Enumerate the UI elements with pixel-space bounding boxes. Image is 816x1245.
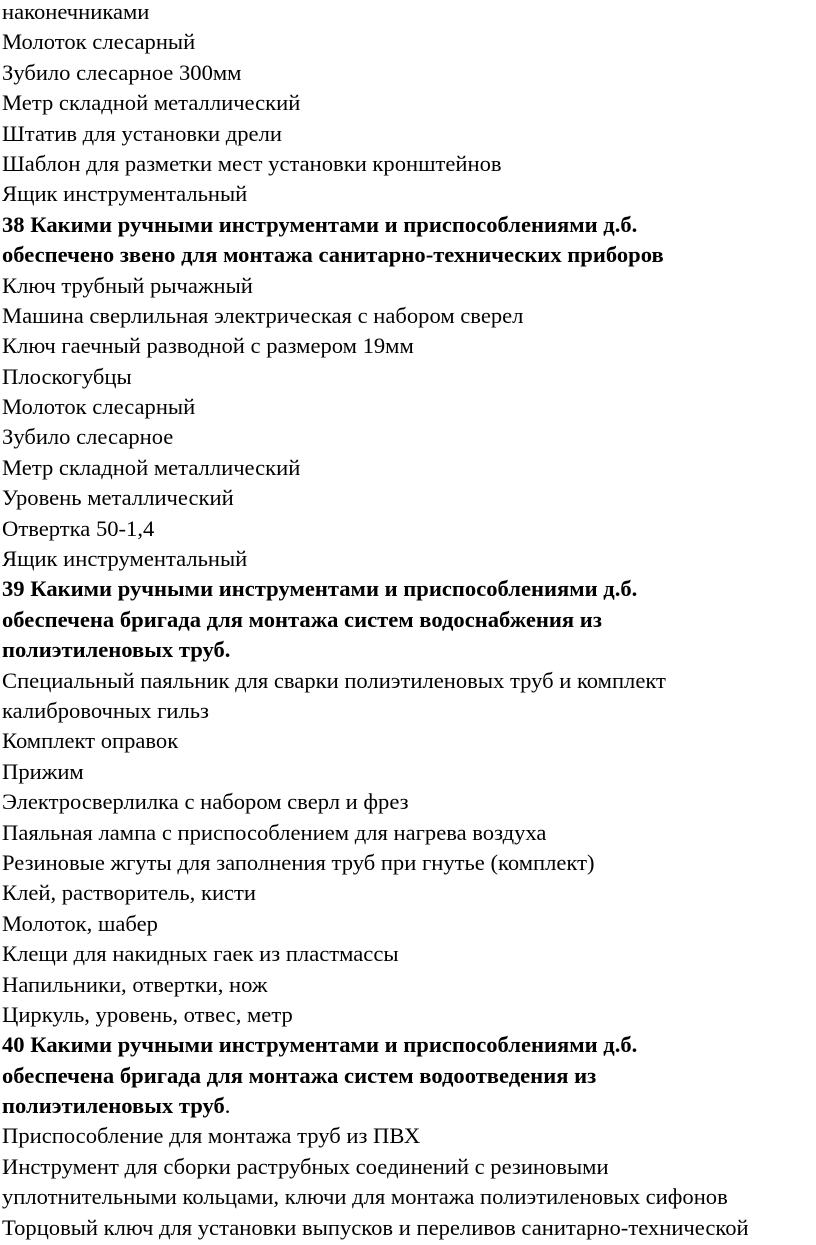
list-item: Шаблон для разметки мест установки кронштейнов bbox=[2, 150, 502, 176]
list-item: Молоток, шабер bbox=[2, 910, 158, 936]
list-item: Молоток слесарный bbox=[2, 394, 196, 420]
list-item: Инструмент для сборки раструбных соединений с резиновыми bbox=[2, 1153, 609, 1179]
list-item: калибровочных гильз bbox=[2, 697, 209, 723]
question-heading: 38 Какими ручными инструментами и приспособлениями д.б. bbox=[2, 211, 638, 237]
list-item: Ключ гаечный разводной с размером 19мм bbox=[2, 333, 414, 359]
list-item: Машина сверлильная электрическая с набором сверел bbox=[2, 302, 524, 328]
list-item: Напильники, отвертки, нож bbox=[2, 971, 268, 997]
list-item: Прижим bbox=[2, 758, 84, 784]
list-item: Зубило слесарное 300мм bbox=[2, 59, 242, 85]
list-item: Штатив для установки дрели bbox=[2, 120, 282, 146]
question-heading: обеспечено звено для монтажа санитарно-технических приборов bbox=[2, 242, 664, 268]
list-item: Электросверлилка с набором сверл и фрез bbox=[2, 789, 409, 815]
list-item: Уровень металлический bbox=[2, 485, 234, 511]
question-heading: 39 Какими ручными инструментами и приспособлениями д.б. bbox=[2, 576, 638, 602]
list-item: Ключ трубный рычажный bbox=[2, 272, 253, 298]
question-heading: обеспечена бригада для монтажа систем водоснабжения из bbox=[2, 606, 602, 632]
question-heading-bold-part: полиэтиленовых труб bbox=[2, 1093, 225, 1119]
list-item: Метр складной металлический bbox=[2, 90, 301, 116]
list-item: Паяльная лампа с приспособлением для нагрева воздуха bbox=[2, 819, 547, 845]
list-item: Торцовый ключ для установки выпусков и переливов санитарно-технической bbox=[2, 1214, 749, 1240]
list-item: Резиновые жгуты для заполнения труб при гнутье (комплект) bbox=[2, 849, 595, 875]
list-item: Молоток слесарный bbox=[2, 29, 196, 55]
list-item: Отвертка 50-1,4 bbox=[2, 515, 155, 541]
list-item: Приспособление для монтажа труб из ПВХ bbox=[2, 1123, 421, 1149]
question-heading: обеспечена бригада для монтажа систем водоотведения из bbox=[2, 1062, 597, 1088]
list-item: Зубило слесарное bbox=[2, 424, 174, 450]
list-item: Метр складной металлический bbox=[2, 454, 301, 480]
list-item: Клещи для накидных гаек из пластмассы bbox=[2, 941, 399, 967]
list-item: уплотнительными кольцами, ключи для монтажа полиэтиленовых сифонов bbox=[2, 1184, 728, 1210]
document-body bbox=[2, 0, 814, 1243]
list-item: Ящик инструментальный bbox=[2, 181, 248, 207]
list-item: Циркуль, уровень, отвес, метр bbox=[2, 1001, 293, 1027]
list-item: Специальный паяльник для сварки полиэтиленовых труб и комплект bbox=[2, 667, 666, 693]
list-item: Комплект оправок bbox=[2, 728, 179, 754]
list-item: Клей, растворитель, кисти bbox=[2, 880, 257, 906]
list-item: Ящик инструментальный bbox=[2, 546, 248, 572]
list-item: наконечниками bbox=[2, 0, 150, 24]
question-heading-period: . bbox=[224, 1093, 231, 1119]
question-heading bbox=[2, 1091, 814, 1121]
question-heading: полиэтиленовых труб. bbox=[2, 637, 231, 663]
list-item: Плоскогубцы bbox=[2, 363, 132, 389]
question-heading: 40 Какими ручными инструментами и приспособлениями д.б. bbox=[2, 1032, 638, 1058]
